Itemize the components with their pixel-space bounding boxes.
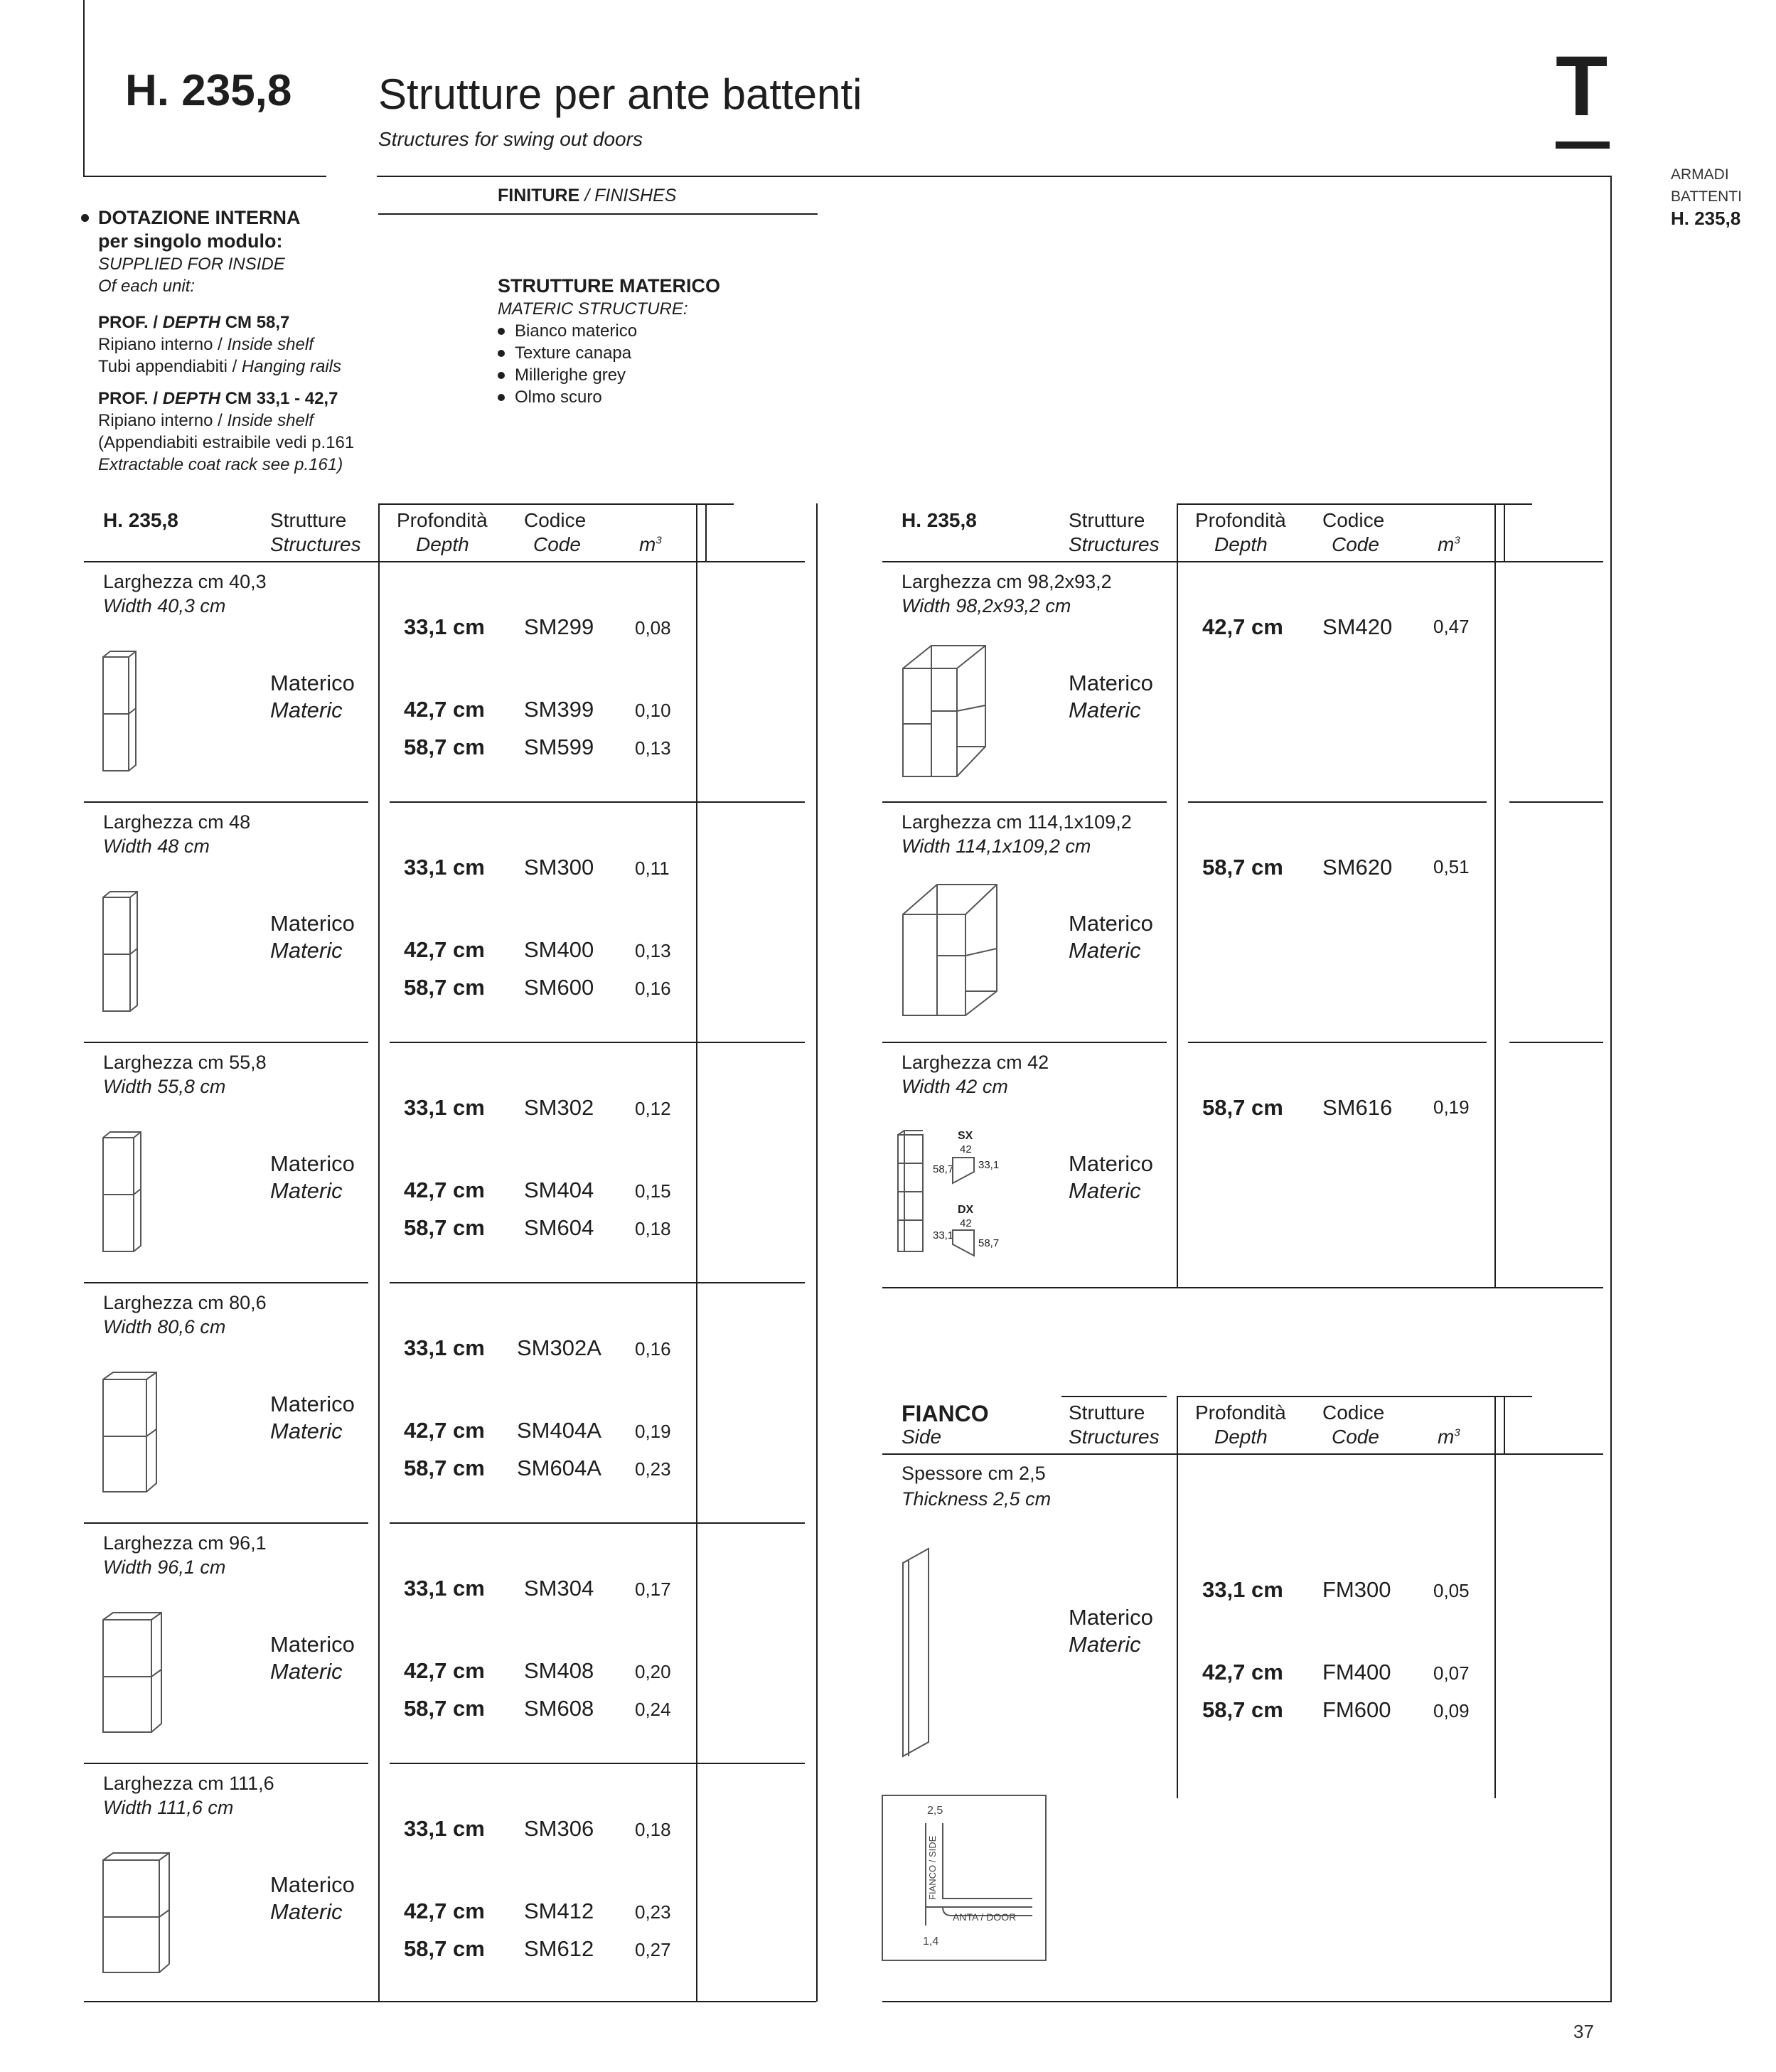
text-left-rows-4-items-1-depth: 42,7 cm (404, 1658, 485, 1683)
text-right-rows-0-items-0-depth: 42,7 cm (1202, 614, 1283, 639)
text-left-rows-0-items-0-vol: 0,08 (635, 617, 671, 639)
text-structure-label-en: Materic (270, 1419, 343, 1443)
text-left-rows-5-items-2-depth: 58,7 cm (404, 1936, 485, 1961)
text-right-rows-2-width: Larghezza cm 42 (902, 1052, 1049, 1073)
finishes-header (498, 186, 676, 206)
text-left-rows-0-items-0-code: SM299 (524, 614, 594, 639)
rule-line (882, 801, 1167, 803)
text-structure-label-en: Materic (1069, 938, 1141, 963)
text-finishes-items-3: Olmo scuro (515, 388, 602, 407)
side-detail-diagram (882, 1795, 1047, 1961)
rule-line (1188, 1042, 1487, 1043)
wardrobe-illustration (100, 1369, 164, 1500)
text-left-rows-1-items-1-code: SM400 (524, 937, 594, 962)
text-left-rows-3-items-2-vol: 0,23 (635, 1458, 671, 1480)
text-right-rows-1-items-0-depth: 58,7 cm (1202, 855, 1283, 880)
rule-line (390, 801, 805, 803)
bullet-icon (498, 350, 505, 357)
text-left-rows-5-items-0-vol: 0,18 (635, 1819, 671, 1840)
rule-line (1177, 1396, 1532, 1397)
text-right-rows-2-diagram-sx: SX (958, 1130, 973, 1142)
rule-line (84, 1522, 368, 1524)
bullet-icon (498, 328, 505, 335)
col-code: Codice (524, 509, 587, 531)
col-code: Codice (1322, 509, 1385, 531)
text-structure-label-en: Materic (270, 1659, 343, 1684)
brand-logo: T (1556, 38, 1608, 134)
text-fianco-thickness: Spessore cm 2,5 (902, 1463, 1046, 1484)
text-structure-label-en: Materic (1069, 1178, 1141, 1203)
text-left-rows-0-items-1-depth: 42,7 cm (404, 697, 485, 722)
text-left-rows-3-width: Larghezza cm 80,6 (103, 1292, 267, 1313)
col-code-en: Code (533, 533, 581, 555)
text-right-rows-2-items-0-vol: 0,19 (1433, 1096, 1470, 1118)
wardrobe-illustration (100, 1129, 149, 1260)
text-left-rows-4-width-en: Width 96,1 cm (103, 1556, 226, 1578)
side-panel-illustration (899, 1547, 934, 1761)
text-right-rows-2-diagram-d42: 42 (960, 1217, 972, 1229)
rule-line (1509, 801, 1603, 803)
text-left-rows-3-items-1-code: SM404A (517, 1418, 601, 1443)
rule-line (882, 2001, 1612, 2002)
text-right-rows-1-items-0-vol: 0,51 (1433, 856, 1470, 877)
text-fianco-detail-side: FIANCO / SIDE (927, 1835, 938, 1900)
text-left-rows-0-width-en: Width 40,3 cm (103, 595, 226, 616)
rule-line (84, 1282, 368, 1283)
text-fianco-detail-door: ANTA / DOOR (953, 1911, 1017, 1923)
text-header-side-label-3: H. 235,8 (1671, 208, 1741, 229)
text-structure-label: Materico (1069, 1605, 1153, 1630)
col-structures-en: Structures (270, 533, 361, 555)
wardrobe-illustration (100, 889, 142, 1020)
text-structure-label-en: Materic (270, 1899, 343, 1924)
text-left-rows-1-items-0-vol: 0,11 (635, 858, 670, 879)
page-title: Strutture per ante battenti (378, 70, 862, 118)
text-equipment-d2-prefix: PROF. / (98, 389, 159, 408)
text-left-rows-3-items-2-depth: 58,7 cm (404, 1456, 485, 1480)
text-equipment-d1-l1-en: Inside shelf (227, 335, 314, 354)
text-columns-volume: m (1438, 533, 1455, 555)
text-columns-volume: m (639, 533, 656, 555)
text-left-rows-2-items-0-depth: 33,1 cm (404, 1095, 485, 1120)
text-fianco-items-2-code: FM600 (1322, 1697, 1391, 1722)
text-right-rows-1-width-en: Width 114,1x109,2 cm (902, 835, 1091, 857)
rule-line (84, 1042, 368, 1043)
text-left-rows-5-items-0-depth: 33,1 cm (404, 1816, 485, 1841)
text-left-rows-2-items-2-code: SM604 (524, 1215, 594, 1240)
text-columns-structures-en: Structures (1069, 1426, 1160, 1448)
text-left-rows-4-items-1-code: SM408 (524, 1658, 594, 1683)
bullet-icon (498, 372, 505, 379)
text-structure-label: Materico (1069, 1151, 1153, 1176)
text-right-rows-2-diagram-d331: 33,1 (978, 1159, 1000, 1171)
text-fianco-thickness-en: Thickness 2,5 cm (902, 1488, 1052, 1510)
rule-line (83, 176, 326, 177)
text-left-rows-2-width: Larghezza cm 55,8 (103, 1052, 267, 1073)
text-left-rows-1-width-en: Width 48 cm (103, 835, 210, 857)
text-equipment-d1-value: CM 58,7 (225, 313, 290, 332)
text-equipment-d1-l2-en: Hanging rails (241, 357, 341, 376)
text-left-rows-2-items-1-code: SM404 (524, 1177, 594, 1202)
side-label (1671, 164, 1742, 230)
text-columns-volume: m (1438, 1426, 1455, 1448)
text-columns-structures: Strutture (1069, 1401, 1145, 1424)
rule-line (378, 503, 380, 2002)
dimension-shape (951, 1155, 980, 1186)
rule-line (84, 801, 368, 803)
finishes-list (498, 274, 720, 408)
text-left-rows-1-items-1-vol: 0,13 (635, 940, 671, 961)
text-fianco-title-en: Side (902, 1426, 942, 1448)
rule-line (84, 561, 805, 562)
rule-line (378, 213, 818, 215)
text-finishes-items-0: Bianco materico (515, 321, 638, 341)
rule-line (1504, 503, 1505, 562)
text-right-rows-0-width-en: Width 98,2x93,2 cm (902, 595, 1071, 616)
text-columns-depth-en: Depth (1214, 1426, 1268, 1448)
text-left-rows-3-items-0-code: SM302A (517, 1335, 601, 1360)
text-header-side-label-1: ARMADI (1671, 166, 1729, 183)
text-left-rows-0-width: Larghezza cm 40,3 (103, 571, 267, 592)
col-depth: Profondità (397, 509, 488, 531)
text-equipment-d2-l2: (Appendiabiti estraibile vedi p.161 (98, 433, 355, 452)
text-structure-label: Materico (270, 1632, 355, 1657)
text-right-rows-2-diagram-dx: DX (958, 1204, 974, 1216)
text-left-rows-1-items-0-code: SM300 (524, 855, 594, 880)
text-structure-label-en: Materic (1069, 698, 1141, 722)
rule-line (83, 0, 85, 176)
text-fianco-items-0-vol: 0,05 (1433, 1580, 1470, 1601)
text-right-rows-1-width: Larghezza cm 114,1x109,2 (902, 811, 1132, 833)
wardrobe-illustration (100, 1610, 167, 1741)
text-structure-label: Materico (1069, 671, 1153, 695)
text-right-rows-0-items-0-vol: 0,47 (1433, 616, 1470, 637)
text-columns-depth: Profondità (1195, 1401, 1286, 1424)
text-right-rows-1-items-0-code: SM620 (1322, 855, 1393, 880)
text-finishes-header-en: / FINISHES (584, 186, 677, 205)
rule-line (377, 176, 1612, 177)
page-subtitle: Structures for swing out doors (378, 128, 643, 150)
text-left-rows-4-items-0-code: SM304 (524, 1576, 594, 1601)
rule-line (882, 561, 1603, 562)
text-structure-label: Materico (270, 671, 355, 695)
text-equipment-title-en: SUPPLIED FOR INSIDE (98, 255, 285, 274)
text-fianco-items-1-vol: 0,07 (1433, 1662, 1470, 1684)
text-left-rows-4-items-1-vol: 0,20 (635, 1661, 671, 1682)
text-left-rows-1-items-2-depth: 58,7 cm (404, 975, 485, 1000)
text-left-rows-1-items-2-vol: 0,16 (635, 978, 671, 999)
text-columns-code: Codice (1322, 1401, 1385, 1424)
col-depth: Profondità (1195, 509, 1286, 531)
text-left-rows-0-items-2-code: SM599 (524, 735, 594, 759)
text-right-rows-2-diagram-d587: 58,7 (978, 1237, 1000, 1249)
text-left-rows-5-items-2-code: SM612 (524, 1936, 594, 1961)
text-columns-code-en: Code (1332, 1426, 1379, 1448)
text-left-rows-1-items-0-depth: 33,1 cm (404, 855, 485, 880)
text-left-rows-1-width: Larghezza cm 48 (103, 811, 251, 833)
text-structure-label: Materico (1069, 911, 1153, 936)
text-equipment-d2-l1: Ripiano interno / (98, 411, 223, 430)
text-right-rows-0-items-0-code: SM420 (1322, 614, 1393, 639)
brand-logo-underline (1556, 141, 1610, 149)
rule-line (882, 1042, 1167, 1043)
rule-line (1188, 801, 1487, 803)
text-equipment-subtitle: per singolo modulo: (98, 230, 283, 252)
text-structure-label: Materico (270, 911, 355, 936)
text-left-rows-5-width: Larghezza cm 111,6 (103, 1773, 274, 1794)
text-left-rows-4-items-0-depth: 33,1 cm (404, 1576, 485, 1601)
text-finishes-title: STRUTTURE MATERICO (498, 275, 720, 297)
col-structures-en: Structures (1069, 533, 1160, 555)
text-finishes-title-en: MATERIC STRUCTURE: (498, 299, 688, 319)
rule-line (390, 1522, 805, 1524)
text-equipment-d2-value: CM 33,1 - 42,7 (225, 389, 338, 408)
rule-line (378, 503, 734, 505)
text-equipment-d2-depth: DEPTH (162, 389, 221, 408)
text-equipment-subtitle-en: Of each unit: (98, 277, 196, 296)
text-left-rows-3-items-1-vol: 0,19 (635, 1421, 671, 1442)
rule-line (1494, 1396, 1496, 1798)
col-structures: Strutture (1069, 509, 1145, 531)
rule-line (1504, 1396, 1505, 1454)
text-fianco-detail-gap: 1,4 (923, 1935, 939, 1948)
col-code-en: Code (1332, 533, 1379, 555)
text-structure-label-en: Materic (270, 1178, 343, 1203)
text-fianco-items-0-depth: 33,1 cm (1202, 1577, 1283, 1602)
text-finishes-items-1: Texture canapa (515, 343, 632, 363)
page-number: 37 (1573, 2021, 1594, 2042)
text-fianco-items-1-code: FM400 (1322, 1660, 1391, 1684)
text-right-rows-2-diagram-d331: 33,1 (933, 1229, 954, 1241)
text-right-rows-2-diagram-d587: 58,7 (933, 1163, 954, 1175)
height-title: H. 235,8 (125, 66, 292, 115)
text-left-rows-5-items-1-code: SM412 (524, 1899, 594, 1923)
text-left-rows-4-items-2-code: SM608 (524, 1696, 594, 1721)
col-depth-en: Depth (1214, 533, 1268, 555)
rule-line (84, 2001, 816, 2002)
text-fianco-items-0-code: FM300 (1322, 1577, 1391, 1602)
equipment-info (81, 206, 380, 476)
rule-line (1509, 1042, 1603, 1043)
rule-line (84, 1763, 368, 1764)
text-left-rows-1-items-2-code: SM600 (524, 975, 594, 1000)
text-left-rows-3-items-1-depth: 42,7 cm (404, 1418, 485, 1443)
text-equipment-d1-l1: Ripiano interno / (98, 335, 223, 354)
text-left-rows-0-items-1-vol: 0,10 (635, 700, 671, 721)
text-equipment-d2-l1-en: Inside shelf (227, 411, 314, 430)
text-columns-volume-sup: 3 (1454, 1426, 1460, 1439)
text-left-rows-0-items-0-depth: 33,1 cm (404, 614, 485, 639)
rule-line (1177, 503, 1178, 1288)
col-volume (639, 533, 662, 556)
text-fianco-items-2-depth: 58,7 cm (1202, 1697, 1283, 1722)
fianco-title: FIANCO (902, 1401, 989, 1426)
text-left-rows-1-items-1-depth: 42,7 cm (404, 937, 485, 962)
text-structure-label-en: Materic (1069, 1632, 1141, 1657)
rule-line (390, 1042, 805, 1043)
text-left-rows-0-items-1-code: SM399 (524, 697, 594, 722)
text-equipment-d2-l3: Extractable coat rack see p.161) (98, 455, 343, 474)
text-header-side-label-2: BATTENTI (1671, 188, 1742, 205)
text-left-rows-2-items-1-depth: 42,7 cm (404, 1177, 485, 1202)
rule-line (1177, 1396, 1178, 1798)
col-depth-en: Depth (416, 533, 469, 555)
text-left-rows-5-items-0-code: SM306 (524, 1816, 594, 1841)
text-left-rows-2-width-en: Width 55,8 cm (103, 1076, 226, 1097)
col-height: H. 235,8 (103, 509, 178, 531)
text-right-rows-2-items-0-code: SM616 (1322, 1095, 1393, 1120)
rule-line (390, 1763, 805, 1764)
rule-line (882, 1287, 1603, 1288)
text-left-rows-2-items-1-vol: 0,15 (635, 1180, 671, 1202)
text-columns-volume-sup: 3 (656, 534, 662, 547)
open-end-illustration (894, 1129, 930, 1257)
text-left-rows-3-items-0-vol: 0,16 (635, 1338, 671, 1360)
text-left-rows-3-items-0-depth: 33,1 cm (404, 1335, 485, 1360)
text-left-rows-2-items-2-vol: 0,18 (635, 1218, 671, 1239)
text-structure-label: Materico (270, 1392, 355, 1416)
text-left-rows-5-width-en: Width 111,6 cm (103, 1797, 234, 1818)
text-finishes-header: FINITURE (498, 186, 580, 205)
rule-line (816, 503, 818, 2002)
text-left-rows-2-items-2-depth: 58,7 cm (404, 1215, 485, 1240)
text-equipment-d1-prefix: PROF. / (98, 313, 159, 332)
col-structures: Strutture (270, 509, 347, 531)
text-equipment-title: DOTAZIONE INTERNA (98, 207, 301, 228)
text-finishes-items-2: Millerighe grey (515, 365, 626, 385)
text-right-rows-2-diagram-d42: 42 (960, 1143, 972, 1155)
text-structure-label-en: Materic (270, 698, 343, 722)
text-fianco-items-1-depth: 42,7 cm (1202, 1660, 1283, 1684)
text-structure-label: Materico (270, 1151, 355, 1176)
text-left-rows-5-items-1-depth: 42,7 cm (404, 1899, 485, 1923)
text-left-rows-0-items-2-vol: 0,13 (635, 737, 671, 759)
dimension-shape (951, 1227, 980, 1259)
col-volume (1438, 533, 1460, 556)
col-height: H. 235,8 (902, 509, 977, 531)
rule-line (1061, 1396, 1167, 1397)
bullet-icon (81, 214, 89, 222)
wardrobe-illustration (100, 648, 142, 779)
text-right-rows-2-width-en: Width 42 cm (902, 1076, 1008, 1097)
text-equipment-d1-l2: Tubi appendiabiti / (98, 357, 237, 376)
text-equipment-d1-depth: DEPTH (162, 313, 221, 332)
text-left-rows-0-items-2-depth: 58,7 cm (404, 735, 485, 759)
rule-line (705, 503, 707, 562)
bullet-icon (498, 394, 505, 401)
text-left-rows-5-items-2-vol: 0,27 (635, 1939, 671, 1960)
text-right-rows-2-items-0-depth: 58,7 cm (1202, 1095, 1283, 1120)
text-fianco-detail-thick: 2,5 (927, 1805, 943, 1817)
text-left-rows-3-width-en: Width 80,6 cm (103, 1316, 226, 1337)
text-right-rows-0-width: Larghezza cm 98,2x93,2 (902, 571, 1112, 592)
rule-line (390, 1282, 805, 1283)
rule-line (1494, 503, 1496, 1288)
text-left-rows-2-items-0-code: SM302 (524, 1095, 594, 1120)
text-columns-volume-sup: 3 (1454, 534, 1460, 547)
rule-line (1177, 503, 1532, 505)
text-left-rows-4-items-2-depth: 58,7 cm (404, 1696, 485, 1721)
wardrobe-illustration (100, 1850, 174, 1981)
rule-line (696, 503, 697, 2002)
text-left-rows-2-items-0-vol: 0,12 (635, 1098, 671, 1119)
corner-wardrobe-illustration (897, 640, 990, 782)
text-left-rows-4-items-0-vol: 0,17 (635, 1579, 671, 1600)
rule-line (1610, 176, 1612, 2001)
text-structure-label: Materico (270, 1872, 355, 1897)
rule-line (882, 1453, 1603, 1455)
text-left-rows-4-items-2-vol: 0,24 (635, 1699, 671, 1720)
text-left-rows-3-items-2-code: SM604A (517, 1456, 601, 1480)
text-left-rows-4-width: Larghezza cm 96,1 (103, 1532, 267, 1554)
text-fianco-items-2-vol: 0,09 (1433, 1700, 1470, 1721)
corner-wardrobe-illustration (897, 879, 1004, 1021)
text-left-rows-5-items-1-vol: 0,23 (635, 1901, 671, 1923)
text-structure-label-en: Materic (270, 938, 343, 963)
